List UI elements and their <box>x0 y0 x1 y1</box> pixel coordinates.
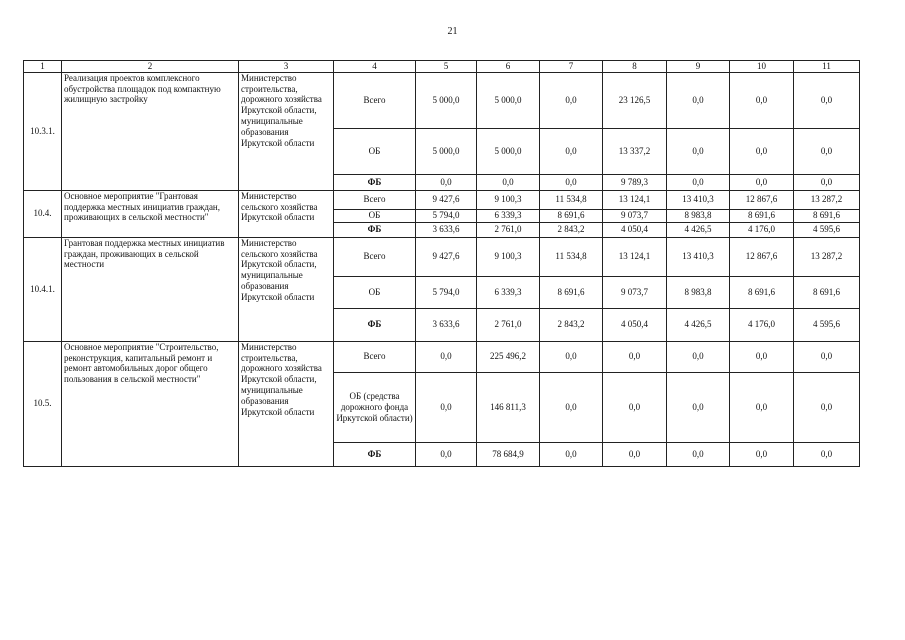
row-executor: Министерство сельского хозяйства Иркутской области <box>239 190 334 237</box>
amount-cell: 13 410,3 <box>667 190 730 209</box>
amount-cell: 0,0 <box>667 372 730 442</box>
funding-source: ФБ <box>334 308 416 341</box>
funding-source: ОБ <box>334 209 416 222</box>
amount-cell: 13 287,2 <box>794 237 860 276</box>
amount-cell: 8 691,6 <box>730 209 794 222</box>
amount-cell: 2 843,2 <box>540 222 603 237</box>
row-name: Реализация проектов комплексного обустройства площадок под компактную жилищную застройку <box>62 72 239 190</box>
amount-cell: 12 867,6 <box>730 190 794 209</box>
row-name: Основное мероприятие "Строительство, реконструкция, капитальный ремонт и ремонт автомобильных дорог общего пользования в сельской местности" <box>62 341 239 466</box>
amount-cell: 9 789,3 <box>603 174 667 190</box>
row-name: Основное мероприятие "Грантовая поддержка местных инициатив граждан, проживающих в сельской местности" <box>62 190 239 237</box>
amount-cell: 225 496,2 <box>477 341 540 372</box>
amount-cell: 0,0 <box>540 442 603 466</box>
amount-cell: 5 794,0 <box>416 209 477 222</box>
amount-cell: 23 126,5 <box>603 72 667 128</box>
amount-cell: 0,0 <box>540 128 603 174</box>
table-row <box>24 72 860 128</box>
amount-cell: 2 843,2 <box>540 308 603 341</box>
column-header: 6 <box>477 61 540 73</box>
amount-cell: 0,0 <box>730 372 794 442</box>
column-header: 11 <box>794 61 860 73</box>
funding-source: Всего <box>334 190 416 209</box>
amount-cell: 0,0 <box>603 341 667 372</box>
funding-source: ОБ <box>334 128 416 174</box>
column-header: 10 <box>730 61 794 73</box>
amount-cell: 0,0 <box>603 442 667 466</box>
amount-cell: 0,0 <box>667 174 730 190</box>
column-header: 8 <box>603 61 667 73</box>
amount-cell: 13 287,2 <box>794 190 860 209</box>
funding-source: ОБ <box>334 276 416 308</box>
amount-cell: 8 983,8 <box>667 276 730 308</box>
page-number: 21 <box>447 26 458 37</box>
amount-cell: 2 761,0 <box>477 308 540 341</box>
funding-source: ОБ (средства дорожного фонда Иркутской области) <box>334 372 416 442</box>
amount-cell: 0,0 <box>730 442 794 466</box>
funding-source: ФБ <box>334 174 416 190</box>
amount-cell: 0,0 <box>477 174 540 190</box>
amount-cell: 0,0 <box>794 72 860 128</box>
amount-cell: 9 073,7 <box>603 209 667 222</box>
amount-cell: 0,0 <box>540 372 603 442</box>
row-code: 10.5. <box>24 341 62 466</box>
amount-cell: 0,0 <box>794 442 860 466</box>
funding-source: Всего <box>334 237 416 276</box>
table-row <box>24 190 860 209</box>
amount-cell: 4 050,4 <box>603 308 667 341</box>
amount-cell: 0,0 <box>540 174 603 190</box>
amount-cell: 5 794,0 <box>416 276 477 308</box>
amount-cell: 3 633,6 <box>416 222 477 237</box>
amount-cell: 9 100,3 <box>477 190 540 209</box>
amount-cell: 13 124,1 <box>603 190 667 209</box>
amount-cell: 4 050,4 <box>603 222 667 237</box>
amount-cell: 0,0 <box>794 128 860 174</box>
amount-cell: 78 684,9 <box>477 442 540 466</box>
funding-source: ФБ <box>334 222 416 237</box>
column-header: 5 <box>416 61 477 73</box>
column-header: 7 <box>540 61 603 73</box>
column-header: 4 <box>334 61 416 73</box>
amount-cell: 0,0 <box>794 372 860 442</box>
row-executor: Министерство строительства, дорожного хозяйства Иркутской области, муниципальные образования Иркутской области <box>239 341 334 466</box>
amount-cell: 0,0 <box>416 341 477 372</box>
amount-cell: 8 691,6 <box>540 276 603 308</box>
table-row <box>24 341 860 372</box>
amount-cell: 9 100,3 <box>477 237 540 276</box>
amount-cell: 12 867,6 <box>730 237 794 276</box>
amount-cell: 4 595,6 <box>794 308 860 341</box>
row-executor: Министерство сельского хозяйства Иркутской области, муниципальные образования Иркутской области <box>239 237 334 341</box>
amount-cell: 0,0 <box>416 372 477 442</box>
amount-cell: 3 633,6 <box>416 308 477 341</box>
amount-cell: 0,0 <box>730 72 794 128</box>
amount-cell: 4 426,5 <box>667 308 730 341</box>
amount-cell: 0,0 <box>416 174 477 190</box>
amount-cell: 8 983,8 <box>667 209 730 222</box>
amount-cell: 4 595,6 <box>794 222 860 237</box>
amount-cell: 8 691,6 <box>540 209 603 222</box>
funding-source: Всего <box>334 341 416 372</box>
amount-cell: 11 534,8 <box>540 190 603 209</box>
amount-cell: 6 339,3 <box>477 276 540 308</box>
column-header: 1 <box>24 61 62 73</box>
amount-cell: 0,0 <box>730 128 794 174</box>
amount-cell: 0,0 <box>667 442 730 466</box>
funding-source: ФБ <box>334 442 416 466</box>
amount-cell: 4 426,5 <box>667 222 730 237</box>
amount-cell: 0,0 <box>667 72 730 128</box>
amount-cell: 4 176,0 <box>730 308 794 341</box>
amount-cell: 5 000,0 <box>477 72 540 128</box>
amount-cell: 5 000,0 <box>416 128 477 174</box>
amount-cell: 0,0 <box>667 128 730 174</box>
table-row <box>24 237 860 276</box>
amount-cell: 11 534,8 <box>540 237 603 276</box>
amount-cell: 8 691,6 <box>794 209 860 222</box>
amount-cell: 0,0 <box>794 174 860 190</box>
amount-cell: 5 000,0 <box>416 72 477 128</box>
row-code: 10.4. <box>24 190 62 237</box>
amount-cell: 9 427,6 <box>416 190 477 209</box>
amount-cell: 5 000,0 <box>477 128 540 174</box>
amount-cell: 0,0 <box>603 372 667 442</box>
table-body <box>24 72 860 466</box>
column-header: 3 <box>239 61 334 73</box>
amount-cell: 9 073,7 <box>603 276 667 308</box>
amount-cell: 0,0 <box>540 72 603 128</box>
amount-cell: 6 339,3 <box>477 209 540 222</box>
amount-cell: 2 761,0 <box>477 222 540 237</box>
amount-cell: 0,0 <box>416 442 477 466</box>
amount-cell: 8 691,6 <box>730 276 794 308</box>
amount-cell: 4 176,0 <box>730 222 794 237</box>
funding-source: Всего <box>334 72 416 128</box>
amount-cell: 8 691,6 <box>794 276 860 308</box>
amount-cell: 0,0 <box>730 174 794 190</box>
amount-cell: 13 337,2 <box>603 128 667 174</box>
amount-cell: 9 427,6 <box>416 237 477 276</box>
row-executor: Министерство строительства, дорожного хозяйства Иркутской области, муниципальные образования Иркутской области <box>239 72 334 190</box>
column-header: 2 <box>62 61 239 73</box>
amount-cell: 0,0 <box>794 341 860 372</box>
amount-cell: 146 811,3 <box>477 372 540 442</box>
amount-cell: 13 124,1 <box>603 237 667 276</box>
amount-cell: 0,0 <box>540 341 603 372</box>
amount-cell: 13 410,3 <box>667 237 730 276</box>
amount-cell: 0,0 <box>667 341 730 372</box>
row-name: Грантовая поддержка местных инициатив граждан, проживающих в сельской местности <box>62 237 239 341</box>
budget-table <box>23 60 860 467</box>
row-code: 10.4.1. <box>24 237 62 341</box>
header-row <box>24 61 860 73</box>
table-header <box>24 61 860 73</box>
amount-cell: 0,0 <box>730 341 794 372</box>
column-header: 9 <box>667 61 730 73</box>
row-code: 10.3.1. <box>24 72 62 190</box>
